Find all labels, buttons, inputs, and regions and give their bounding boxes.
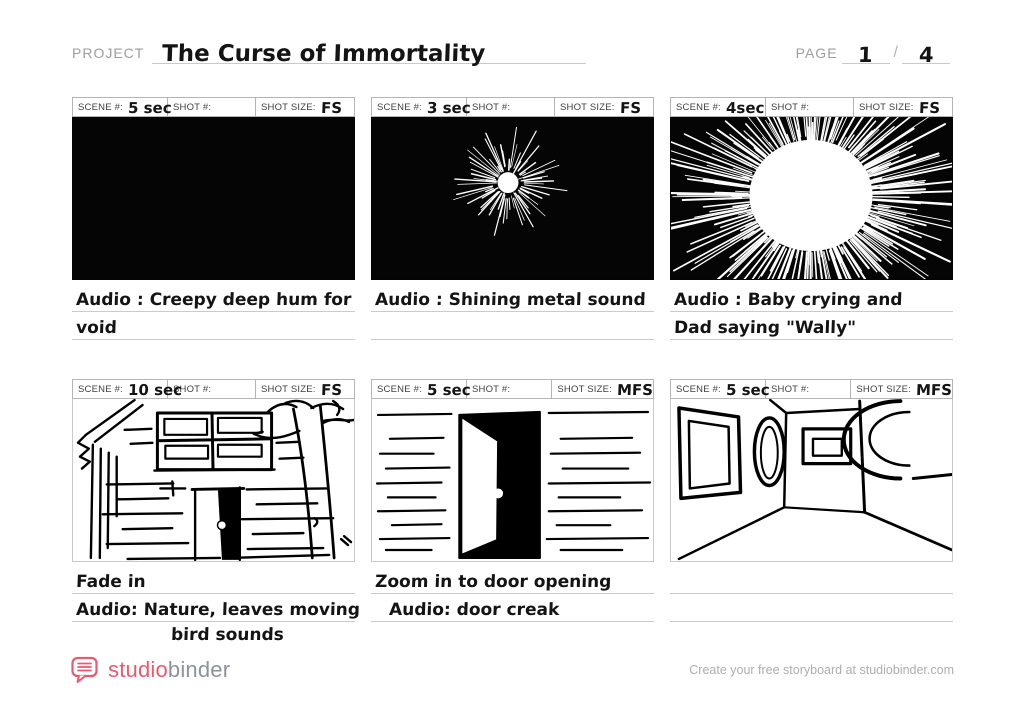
logo-text-studio: studio (108, 657, 168, 682)
scene-label: SCENE #: (78, 101, 123, 113)
shot-size-label: SHOT SIZE: (261, 101, 316, 113)
studiobinder-logo (70, 655, 230, 685)
scene-value: 5 sec (426, 380, 471, 399)
note-text (670, 591, 674, 593)
note-text: Audio: Nature, leaves moving (75, 600, 361, 620)
panel-6-header (670, 379, 953, 399)
scene-label: SCENE #: (377, 383, 422, 395)
panel-4-drawing-house-exterior (72, 399, 355, 562)
shot-size-label: SHOT SIZE: (557, 383, 613, 395)
scene-value: 5 sec (725, 380, 770, 399)
page-current: 1 (857, 43, 874, 67)
note-text: Audio : Baby crying and (673, 290, 903, 310)
panel-3-header (670, 97, 953, 117)
note-text: Audio: door creak (388, 600, 560, 620)
page-separator: / (893, 44, 898, 61)
shot-label: SHOT #: (771, 101, 810, 113)
shot-label: SHOT #: (173, 383, 212, 395)
scene-value: 3 sec (426, 98, 471, 117)
note-text (670, 619, 674, 621)
storyboard-panel-4 (72, 379, 361, 646)
note-text: bird sounds (170, 625, 285, 645)
storyboard-panel-2 (371, 97, 654, 340)
project-title-line (152, 40, 586, 67)
page-footer (70, 652, 954, 688)
shot-size-value: FS (918, 98, 941, 117)
panel-3-drawing-large-starburst (670, 117, 953, 280)
scene-label: SCENE #: (676, 101, 721, 113)
panel-5-drawing-door-opening (371, 399, 654, 562)
panel-2-header (371, 97, 654, 117)
speech-bubble-icon (70, 655, 100, 685)
scene-value: 5 sec (127, 98, 172, 117)
note-text: Dad saying "Wally" (673, 318, 857, 338)
note-text: void (75, 318, 118, 338)
scene-label: SCENE #: (78, 383, 123, 395)
note-text: Audio : Shining metal sound (374, 290, 647, 310)
note-text: Fade in (75, 572, 147, 592)
shot-size-label: SHOT SIZE: (261, 383, 316, 395)
page-current-slot (842, 41, 890, 67)
project-title: The Curse of Immortality (161, 41, 487, 67)
logo-text-binder: binder (167, 657, 231, 682)
note-text (371, 337, 375, 339)
panel-4-notes (72, 566, 361, 646)
scene-value: 4sec (725, 98, 765, 117)
shot-label: SHOT #: (771, 383, 810, 395)
page-label: PAGE (795, 45, 838, 61)
shot-size-label: SHOT SIZE: (856, 383, 912, 395)
shot-label: SHOT #: (472, 383, 511, 395)
scene-label: SCENE #: (676, 383, 721, 395)
shot-size-value: FS (320, 380, 343, 399)
panel-2-notes (371, 284, 654, 340)
shot-size-value: MFS (616, 380, 654, 399)
scene-value: 10 sec (127, 380, 183, 399)
shot-label: SHOT #: (472, 101, 511, 113)
panel-5-notes (371, 566, 654, 622)
page-total: 4 (918, 43, 934, 67)
panel-1-header (72, 97, 355, 117)
scene-label: SCENE #: (377, 101, 422, 113)
storyboard-grid (72, 97, 953, 646)
shot-label: SHOT #: (173, 101, 212, 113)
storyboard-panel-1 (72, 97, 355, 340)
shot-size-label: SHOT SIZE: (560, 101, 615, 113)
panel-5-header (371, 379, 654, 399)
shot-size-label: SHOT SIZE: (859, 101, 914, 113)
panel-1-drawing-black-void (72, 117, 355, 280)
storyboard-panel-6 (670, 379, 953, 646)
shot-size-value: FS (320, 98, 343, 117)
storyboard-panel-3 (670, 97, 953, 340)
shot-size-value: MFS (915, 380, 953, 399)
page-total-slot (902, 41, 950, 67)
panel-1-notes (72, 284, 355, 340)
storyboard-panel-5 (371, 379, 654, 646)
panel-2-drawing-small-starburst (371, 117, 654, 280)
footer-tagline: Create your free storyboard at studiobinder.com (689, 663, 954, 677)
panel-6-drawing-hallway-frames (670, 399, 953, 562)
note-text: Audio : Creepy deep hum for (75, 290, 352, 310)
page-header (72, 40, 954, 67)
panel-4-header (72, 379, 355, 399)
panel-6-notes (670, 566, 953, 622)
note-text: Zoom in to door opening (374, 572, 612, 592)
shot-size-value: FS (619, 98, 642, 117)
panel-3-notes (670, 284, 953, 340)
project-label: PROJECT (72, 45, 145, 61)
